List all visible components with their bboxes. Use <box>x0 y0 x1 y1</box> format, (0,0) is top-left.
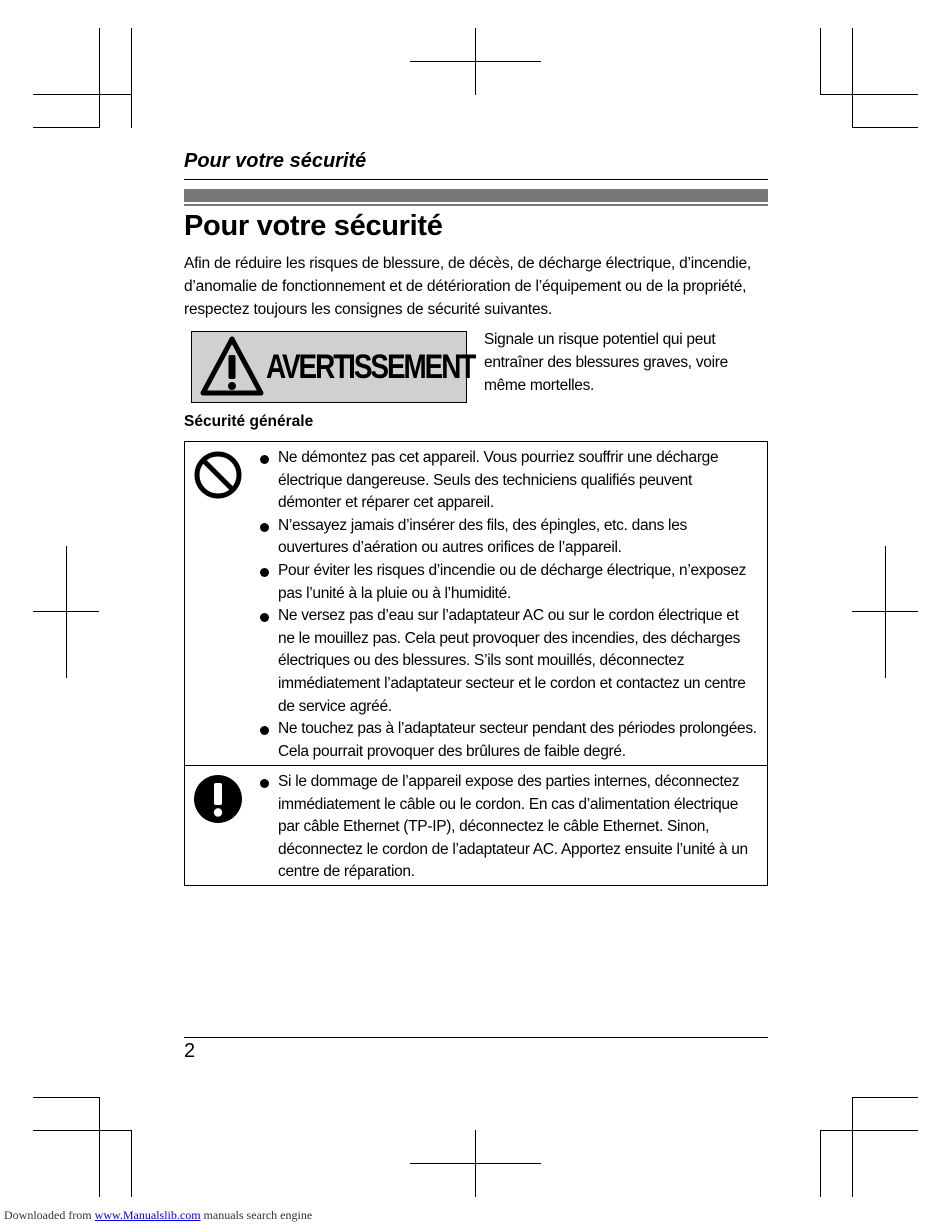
warning-description: Signale un risque potentiel qui peut entraîner des blessures graves, voire même mortelles. <box>484 331 728 394</box>
list-item: Ne touchez pas à l’adaptateur secteur pendant des périodes prolongées. Cela pourrait provoquer des brûlures de faible degré. <box>257 718 757 763</box>
intro-paragraph: Afin de réduire les risques de blessure, de décès, de décharge électrique, d’incendie, d’anomalie de fonctionnement et de détérioration de l’équipement ou de la propriété, respectez toujours les consignes de sécurité suivantes. <box>184 255 751 318</box>
section-title: Sécurité générale <box>184 413 314 430</box>
warning-label-box <box>191 331 475 403</box>
list-item: Si le dommage de l’appareil expose des parties internes, déconnectez immédiatement le câble ou le cordon. En cas d’alimentation électrique par câble Ethernet (TP-IP), déconnectez le câble Ethernet. Sinon, déconnectez le cordon de l’adaptateur AC. Apportez ensuite l’unité à un centre de réparation. <box>257 771 757 884</box>
header-band <box>184 189 768 202</box>
list-item: Ne versez pas d’eau sur l’adaptateur AC ou sur le cordon électrique et ne le mouillez pas. Cela peut provoquer des incendies, des décharges électriques ou des blessures. S’ils sont mouillés, déconnectez immédiatement l’adaptateur secteur et le cordon et contactez un centre de service agréé. <box>257 605 757 718</box>
mandatory-instructions-box <box>184 765 768 886</box>
header-band-thin <box>184 204 768 206</box>
list-item: Pour éviter les risques d’incendie ou de décharge électrique, n’exposez pas l’unité à la pluie ou à l’humidité. <box>257 560 757 605</box>
running-header: Pour votre sécurité <box>184 150 367 172</box>
warning-triangle-icon <box>199 335 265 397</box>
prohibited-instructions-box <box>184 441 768 766</box>
list-item: N’essayez jamais d’insérer des fils, des épingles, etc. dans les ouvertures d’aération ou autres orifices de l’appareil. <box>257 515 757 560</box>
footer-prefix: Downloaded from <box>4 1208 92 1222</box>
footer-rule <box>184 1037 768 1038</box>
page-number: 2 <box>184 1040 196 1062</box>
warning-label-text: AVERTISSEMENT <box>266 348 475 386</box>
prohibited-list <box>257 447 757 763</box>
manualslib-link[interactable]: www.Manualslib.com <box>94 1208 201 1222</box>
mandatory-list <box>257 771 757 884</box>
header-rule <box>184 179 768 180</box>
download-footer <box>4 1208 312 1223</box>
page-title: Pour votre sécurité <box>184 210 443 242</box>
list-item: Ne démontez pas cet appareil. Vous pourriez souffrir une décharge électrique dangereuse. Seuls des techniciens qualifiés peuvent démonter et réparer cet appareil. <box>257 447 757 515</box>
exclamation-icon <box>193 774 243 824</box>
footer-suffix: manuals search engine <box>203 1208 313 1222</box>
prohibition-icon <box>193 450 243 500</box>
